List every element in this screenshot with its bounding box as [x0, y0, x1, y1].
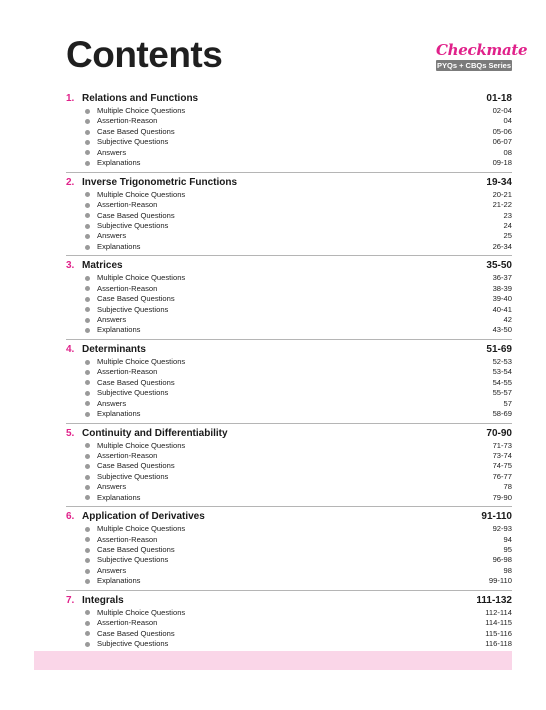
chapter-title: Application of Derivatives	[82, 511, 205, 523]
chapter-title: Determinants	[82, 343, 146, 355]
topic-pages: 43-50	[492, 325, 512, 335]
topic-item[interactable]	[66, 315, 512, 325]
topic-pages: 92-93	[492, 524, 512, 534]
bullet-icon	[85, 360, 90, 365]
topic-item[interactable]	[66, 409, 512, 419]
topic-label: Case Based Questions	[97, 377, 175, 387]
topic-item[interactable]	[66, 639, 512, 649]
bullet-icon	[85, 370, 90, 375]
chapter-section	[66, 92, 512, 169]
topic-label: Explanations	[97, 492, 141, 502]
chapter-pages: 91-110	[481, 511, 512, 523]
topic-pages: 23	[503, 210, 512, 220]
topic-label: Multiple Choice Questions	[97, 356, 186, 366]
topic-item[interactable]	[66, 482, 512, 492]
topic-item[interactable]	[66, 608, 512, 618]
topic-pages: 78	[503, 482, 512, 492]
topic-pages: 95	[503, 545, 512, 554]
topic-label: Case Based Questions	[97, 461, 175, 471]
chapter-section	[66, 255, 512, 336]
topic-label: Explanations	[97, 325, 141, 335]
topic-label: Subjective Questions	[97, 220, 169, 230]
topic-pages: 94	[503, 534, 512, 544]
chapter-pages: 70-90	[486, 427, 512, 439]
topic-item[interactable]	[66, 566, 512, 576]
chapter-heading[interactable]	[66, 92, 512, 106]
bullet-icon	[85, 527, 90, 532]
chapter-number: 1.	[66, 93, 75, 104]
topic-pages: 36-37	[492, 273, 512, 283]
topic-item[interactable]	[66, 116, 512, 126]
topic-pages: 98	[503, 565, 512, 575]
chapter-heading[interactable]	[66, 259, 512, 273]
bullet-icon	[85, 485, 90, 490]
topic-item[interactable]	[66, 127, 512, 137]
topic-label: Assertion-Reason	[97, 534, 158, 544]
topic-pages: 116-118	[485, 639, 512, 649]
topic-label: Case Based Questions	[97, 294, 175, 304]
topic-pages: 42	[503, 315, 512, 324]
topic-pages: 25	[503, 231, 512, 241]
topic-item[interactable]	[66, 524, 512, 534]
topic-pages: 73-74	[492, 450, 512, 460]
chapter-number: 3.	[66, 260, 75, 272]
topic-item[interactable]	[66, 325, 512, 335]
chapter-pages: 35-50	[486, 260, 512, 272]
topic-item[interactable]	[66, 294, 512, 304]
topic-label: Subjective Questions	[97, 388, 169, 398]
topic-pages: 79-90	[492, 492, 512, 502]
footer-band	[34, 651, 512, 670]
topic-item[interactable]	[66, 106, 512, 116]
topic-item[interactable]	[66, 493, 512, 503]
bullet-icon	[85, 569, 90, 574]
bullet-icon	[85, 391, 90, 396]
bullet-icon	[85, 119, 90, 124]
topic-item[interactable]	[66, 545, 512, 555]
chapter-section	[66, 506, 512, 587]
chapter-number: 5.	[66, 427, 75, 439]
topic-item[interactable]	[66, 378, 512, 388]
bullet-icon	[85, 401, 90, 406]
topic-label: Assertion-Reason	[97, 116, 158, 126]
bullet-icon	[85, 224, 90, 229]
topic-pages: 40-41	[492, 304, 512, 314]
bullet-icon	[85, 454, 90, 459]
page-title: Contents	[66, 34, 223, 75]
topic-pages: 53-54	[492, 367, 512, 377]
topic-label: Explanations	[97, 158, 141, 168]
chapter-number: 2.	[66, 176, 75, 188]
bullet-icon	[85, 579, 90, 584]
bullet-icon	[85, 161, 90, 166]
topic-item[interactable]	[66, 273, 512, 283]
bullet-icon	[85, 631, 90, 636]
topic-label: Assertion-Reason	[97, 367, 158, 377]
bullet-icon	[85, 192, 90, 197]
brand-tagline: PYQs + CBQs Series	[437, 61, 511, 70]
topic-pages: 38-39	[492, 283, 512, 293]
topic-label: Answers	[97, 398, 127, 408]
topic-label: Assertion-Reason	[97, 450, 158, 460]
topic-item[interactable]	[66, 461, 512, 471]
chapter-section	[66, 339, 512, 420]
topic-label: Subjective Questions	[97, 471, 169, 481]
topic-item[interactable]	[66, 190, 512, 200]
topic-item[interactable]	[66, 629, 512, 639]
bullet-icon	[85, 307, 90, 312]
topic-label: Assertion-Reason	[97, 283, 158, 293]
bullet-icon	[85, 380, 90, 385]
topic-label: Multiple Choice Questions	[97, 189, 186, 199]
topic-label: Multiple Choice Questions	[97, 273, 186, 283]
topic-item[interactable]	[66, 305, 512, 315]
topic-label: Explanations	[97, 409, 141, 419]
topic-item[interactable]	[66, 357, 512, 367]
table-of-contents	[66, 92, 512, 670]
topic-pages: 24	[503, 220, 512, 230]
topic-item[interactable]	[66, 535, 512, 545]
chapter-number: 4.	[66, 343, 75, 355]
chapter-pages: 19-34	[486, 176, 512, 188]
topic-item[interactable]	[66, 618, 512, 628]
topic-pages: 58-69	[492, 409, 512, 419]
bullet-icon	[85, 443, 90, 448]
topic-label: Case Based Questions	[97, 545, 175, 554]
topic-item[interactable]	[66, 158, 512, 168]
bullet-icon	[85, 276, 90, 281]
topic-item[interactable]	[66, 555, 512, 565]
topic-label: Subjective Questions	[97, 639, 169, 649]
topic-pages: 08	[503, 147, 512, 157]
bullet-icon	[85, 328, 90, 333]
bullet-icon	[85, 412, 90, 417]
bullet-icon	[85, 621, 90, 626]
bullet-icon	[85, 548, 90, 553]
topic-label: Answers	[97, 231, 127, 241]
topic-item[interactable]	[66, 399, 512, 409]
topic-label: Answers	[97, 482, 127, 492]
topic-label: Explanations	[97, 576, 141, 586]
bullet-icon	[85, 610, 90, 615]
topic-item[interactable]	[66, 472, 512, 482]
brand-logo: Checkmate	[436, 41, 528, 59]
topic-pages: 06-07	[492, 137, 512, 147]
topic-pages: 112-114	[485, 607, 512, 617]
topic-label: Subjective Questions	[97, 137, 169, 147]
topic-pages: 74-75	[492, 461, 512, 471]
chapter-title: Integrals	[82, 594, 124, 606]
bullet-icon	[85, 297, 90, 302]
topic-pages: 96-98	[492, 555, 512, 565]
topic-pages: 39-40	[492, 294, 512, 304]
topic-pages: 71-73	[492, 440, 512, 450]
topic-pages: 99-110	[488, 576, 512, 586]
bullet-icon	[85, 475, 90, 480]
chapter-pages: 111-132	[476, 594, 512, 606]
bullet-icon	[85, 109, 90, 114]
topic-item[interactable]	[66, 576, 512, 586]
topic-label: Subjective Questions	[97, 304, 169, 314]
topic-label: Multiple Choice Questions	[97, 440, 186, 450]
bullet-icon	[85, 318, 90, 323]
topic-pages: 05-06	[492, 126, 512, 136]
topic-item[interactable]	[66, 137, 512, 147]
topic-item[interactable]	[66, 388, 512, 398]
brand-badge	[436, 41, 528, 71]
topic-pages: 115-116	[485, 628, 512, 638]
topic-label: Answers	[97, 147, 127, 157]
chapter-section	[66, 172, 512, 253]
chapter-title: Inverse Trigonometric Functions	[82, 176, 238, 188]
topic-pages: 54-55	[492, 377, 512, 387]
topic-label: Assertion-Reason	[97, 618, 158, 628]
bullet-icon	[85, 245, 90, 250]
topic-pages: 04	[503, 116, 512, 126]
bullet-icon	[85, 150, 90, 155]
chapter-heading[interactable]	[66, 427, 512, 441]
topic-pages: 114-115	[485, 618, 512, 628]
bullet-icon	[85, 537, 90, 542]
chapter-title: Continuity and Differentiability	[82, 427, 228, 439]
topic-item[interactable]	[66, 200, 512, 210]
topic-label: Case Based Questions	[97, 628, 175, 638]
topic-item[interactable]	[66, 242, 512, 252]
chapter-pages: 01-18	[486, 93, 512, 104]
topic-pages: 55-57	[492, 388, 512, 398]
bullet-icon	[85, 495, 90, 500]
chapter-section	[66, 423, 512, 504]
chapter-heading[interactable]	[66, 510, 512, 524]
topic-item[interactable]	[66, 231, 512, 241]
bullet-icon	[85, 234, 90, 239]
topic-item[interactable]	[66, 367, 512, 377]
chapter-number: 7.	[66, 594, 75, 606]
topic-label: Multiple Choice Questions	[97, 607, 186, 617]
topic-pages: 20-21	[492, 189, 512, 199]
chapter-pages: 51-69	[486, 343, 512, 355]
topic-label: Assertion-Reason	[97, 200, 158, 210]
bullet-icon	[85, 464, 90, 469]
topic-item[interactable]	[66, 148, 512, 158]
topic-label: Case Based Questions	[97, 126, 175, 136]
topic-pages: 76-77	[492, 471, 512, 481]
bullet-icon	[85, 130, 90, 135]
topic-label: Case Based Questions	[97, 210, 175, 220]
bullet-icon	[85, 286, 90, 291]
bullet-icon	[85, 642, 90, 647]
topic-pages: 26-34	[492, 241, 512, 251]
topic-item[interactable]	[66, 221, 512, 231]
chapter-number: 6.	[66, 511, 75, 523]
bullet-icon	[85, 558, 90, 563]
topic-pages: 21-22	[492, 200, 512, 210]
bullet-icon	[85, 203, 90, 208]
topic-label: Multiple Choice Questions	[97, 524, 186, 534]
topic-pages: 57	[503, 398, 512, 408]
topic-item[interactable]	[66, 441, 512, 451]
topic-label: Subjective Questions	[97, 555, 169, 565]
topic-pages: 52-53	[492, 356, 512, 366]
topic-pages: 09-18	[492, 158, 512, 168]
chapter-heading[interactable]	[66, 176, 512, 190]
bullet-icon	[85, 213, 90, 218]
chapter-heading[interactable]	[66, 594, 512, 608]
bullet-icon	[85, 140, 90, 145]
chapter-title: Relations and Functions	[82, 93, 199, 104]
chapter-heading[interactable]	[66, 343, 512, 357]
chapter-title: Matrices	[82, 260, 123, 272]
topic-label: Multiple Choice Questions	[97, 106, 186, 115]
topic-pages: 02-04	[492, 106, 512, 115]
topic-label: Answers	[97, 565, 127, 575]
topic-item[interactable]	[66, 211, 512, 221]
topic-label: Answers	[97, 315, 127, 324]
topic-item[interactable]	[66, 451, 512, 461]
topic-label: Explanations	[97, 241, 141, 251]
topic-item[interactable]	[66, 284, 512, 294]
